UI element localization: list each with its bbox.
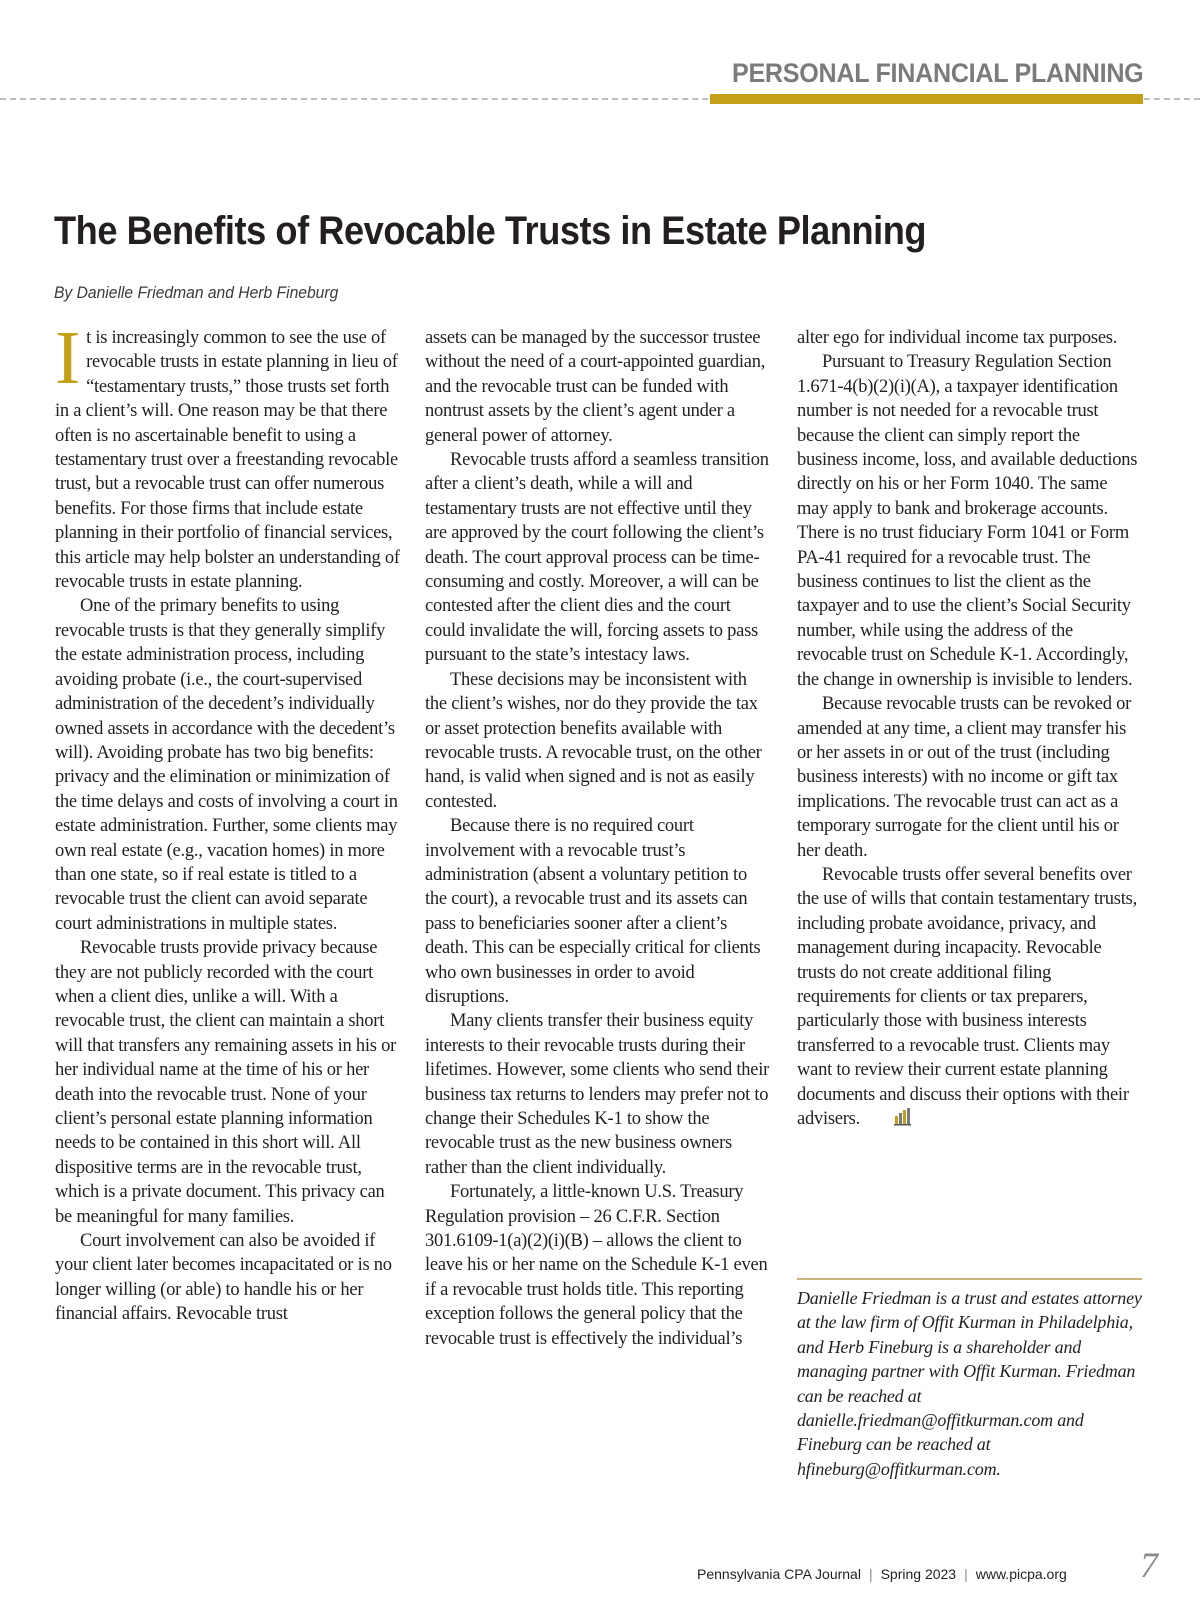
paragraph: Pursuant to Treasury Regulation Section 1.671-4(b)(2)(i)(A), a taxpayer identification number is not needed for a revocable trust because the client can simply report the business income, loss, and available deductions directly on his or her Form 1040. The same may apply to bank and brokerage accounts. There is no trust fiduciary Form 1041 or Form PA-41 required for a revocable trust. The business continues to list the client as the taxpayer and to use the client’s Social Security number, while using the address of the revocable trust on Schedule K-1. Accordingly, the change in ownership is invisible to lenders. [797,352,1138,690]
footer-separator: | [964,1566,968,1582]
article-byline: By Danielle Friedman and Herb Fineburg [54,283,339,302]
footer-publication: Pennsylvania CPA Journal [697,1566,861,1582]
drop-cap: I [55,316,81,400]
footer-website[interactable]: www.picpa.org [975,1566,1067,1582]
paragraph: These decisions may be inconsistent with the client’s wishes, nor do they provide the tax or asset protection benefits available with revocable trusts. A revocable trust, on the other hand, is valid when signed and is not as easily contested. [425,669,762,812]
paragraph: One of the primary benefits to using revocable trusts is that they generally simplify the estate administration process, including avoiding probate (i.e., the court-supervised administration of the decedent’s individually owned assets in accordance with the decedent’s will). Avoiding probate has two big benefits: privacy and the elimination or minimization of the time delays and costs of involving a court in estate administration. Further, some clients may own real estate (e.g., vacation homes) in more than one state, so if real estate is titled to a revocable trust the client can avoid separate court administrations in multiple states. [55,596,398,934]
article-title: The Benefits of Revocable Trusts in Estate Planning [54,209,927,253]
paragraph: alter ego for individual income tax purposes. [797,328,1118,348]
article-column-3 [797,326,1142,1133]
paragraph: Revocable trusts afford a seamless transition after a client’s death, while a will and testamentary trusts are not effective until they are approved by the court following the client’s death. The court approval process can be time-consuming and costly. Moreover, a will can be contested after the client dies and the court could invalidate the will, forcing assets to pass pursuant to the state’s intestacy laws. [425,450,769,666]
author-bio: Danielle Friedman is a trust and estates attorney at the law firm of Offit Kurman in Philadelphia, and Herb Fineburg is a shareholder and managing partner with Offit Kurman. Friedman can be reached at danielle.friedman@offitkurman.com and Fineburg can be reached at hfineburg@offitkurman.com. [797,1288,1142,1479]
paragraph-text: Revocable trusts offer several benefits over the use of wills that contain testamentary trusts, including probate avoidance, privacy, and management during incapacity. Revocable trusts do not create additional filing requirements for clients or tax preparers, particularly those with business interests transferred to a revocable trust. Clients may want to review their current estate planning documents and discuss their options with their advisers. [797,864,1137,1129]
paragraph: Because there is no required court involvement with a revocable trust’s administration (absent a voluntary petition to the court), a revocable trust and its assets can pass to beneficiaries sooner after a client’s death. This can be especially critical for clients who own businesses in order to avoid disruptions. [425,816,761,1007]
page-footer [697,1566,1067,1582]
paragraph: Because revocable trusts can be revoked or amended at any time, a client may transfer his or her assets in or out of the trust (including business interests) with no income or gift tax implications. The revocable trust can act as a temporary surrogate for the client until his or her death. [797,694,1131,861]
author-bio-rule [797,1278,1142,1280]
page-number: 7 [1140,1545,1158,1585]
paragraph: Fortunately, a little-known U.S. Treasury Regulation provision – 26 C.F.R. Section 301.6109-1(a)(2)(i)(B) – allows the client to leave his or her name on the Schedule K-1 even if a revocable trust holds title. This reporting exception follows the general policy that the revocable trust is effectively the individual’s [425,1182,768,1349]
paragraph [797,863,1142,1133]
paragraph: assets can be managed by the successor trustee without the need of a court-appointed guardian, and the revocable trust can be funded with nontrust assets by the client’s agent under a general power of attorney. [425,328,766,446]
article-column-2 [425,326,770,1351]
section-label: PERSONAL FINANCIAL PLANNING [731,58,1143,88]
footer-separator: | [868,1566,873,1582]
paragraph: Revocable trusts provide privacy because they are not publicly recorded with the court when a client dies, unlike a will. With a revocable trust, the client can maintain a short will that transfers any remaining assets in his or her individual name at the time of his or her death into the revocable trust. None of your client’s personal estate planning information needs to be contained in this short will. All dispositive terms are in the revocable trust, which is a private document. This privacy can be meaningful for many families. [55,938,396,1227]
paragraph: Many clients transfer their business equity interests to their revocable trusts during their lifetimes. However, some clients who send their business tax returns to lenders may prefer not to change their Schedules K-1 to show the revocable trust as the new business owners rather than the client individually. [425,1011,770,1178]
picpa-end-mark-icon [868,1108,913,1133]
paragraph: Court involvement can also be avoided if your client later becomes incapacitated or is no longer willing (or able) to handle his or her financial affairs. Revocable trust [55,1231,392,1325]
footer-issue: Spring 2023 [880,1566,957,1582]
paragraph-text: t is increasingly common to see the use of revocable trusts in estate planning in lieu of “testamentary trusts,” those trusts set forth in a client’s will. One reason may be that there often is no ascertainable benefit to using a testamentary trust over a freestanding revocable trust, but a revocable trust can offer numerous benefits. For those firms that include estate planning in their portfolio of financial services, this article may help bolster an understanding of revocable trusts in estate planning. [55,328,400,593]
header-gold-bar [710,94,1143,104]
paragraph [55,316,400,594]
article-column-1 [55,316,400,1327]
